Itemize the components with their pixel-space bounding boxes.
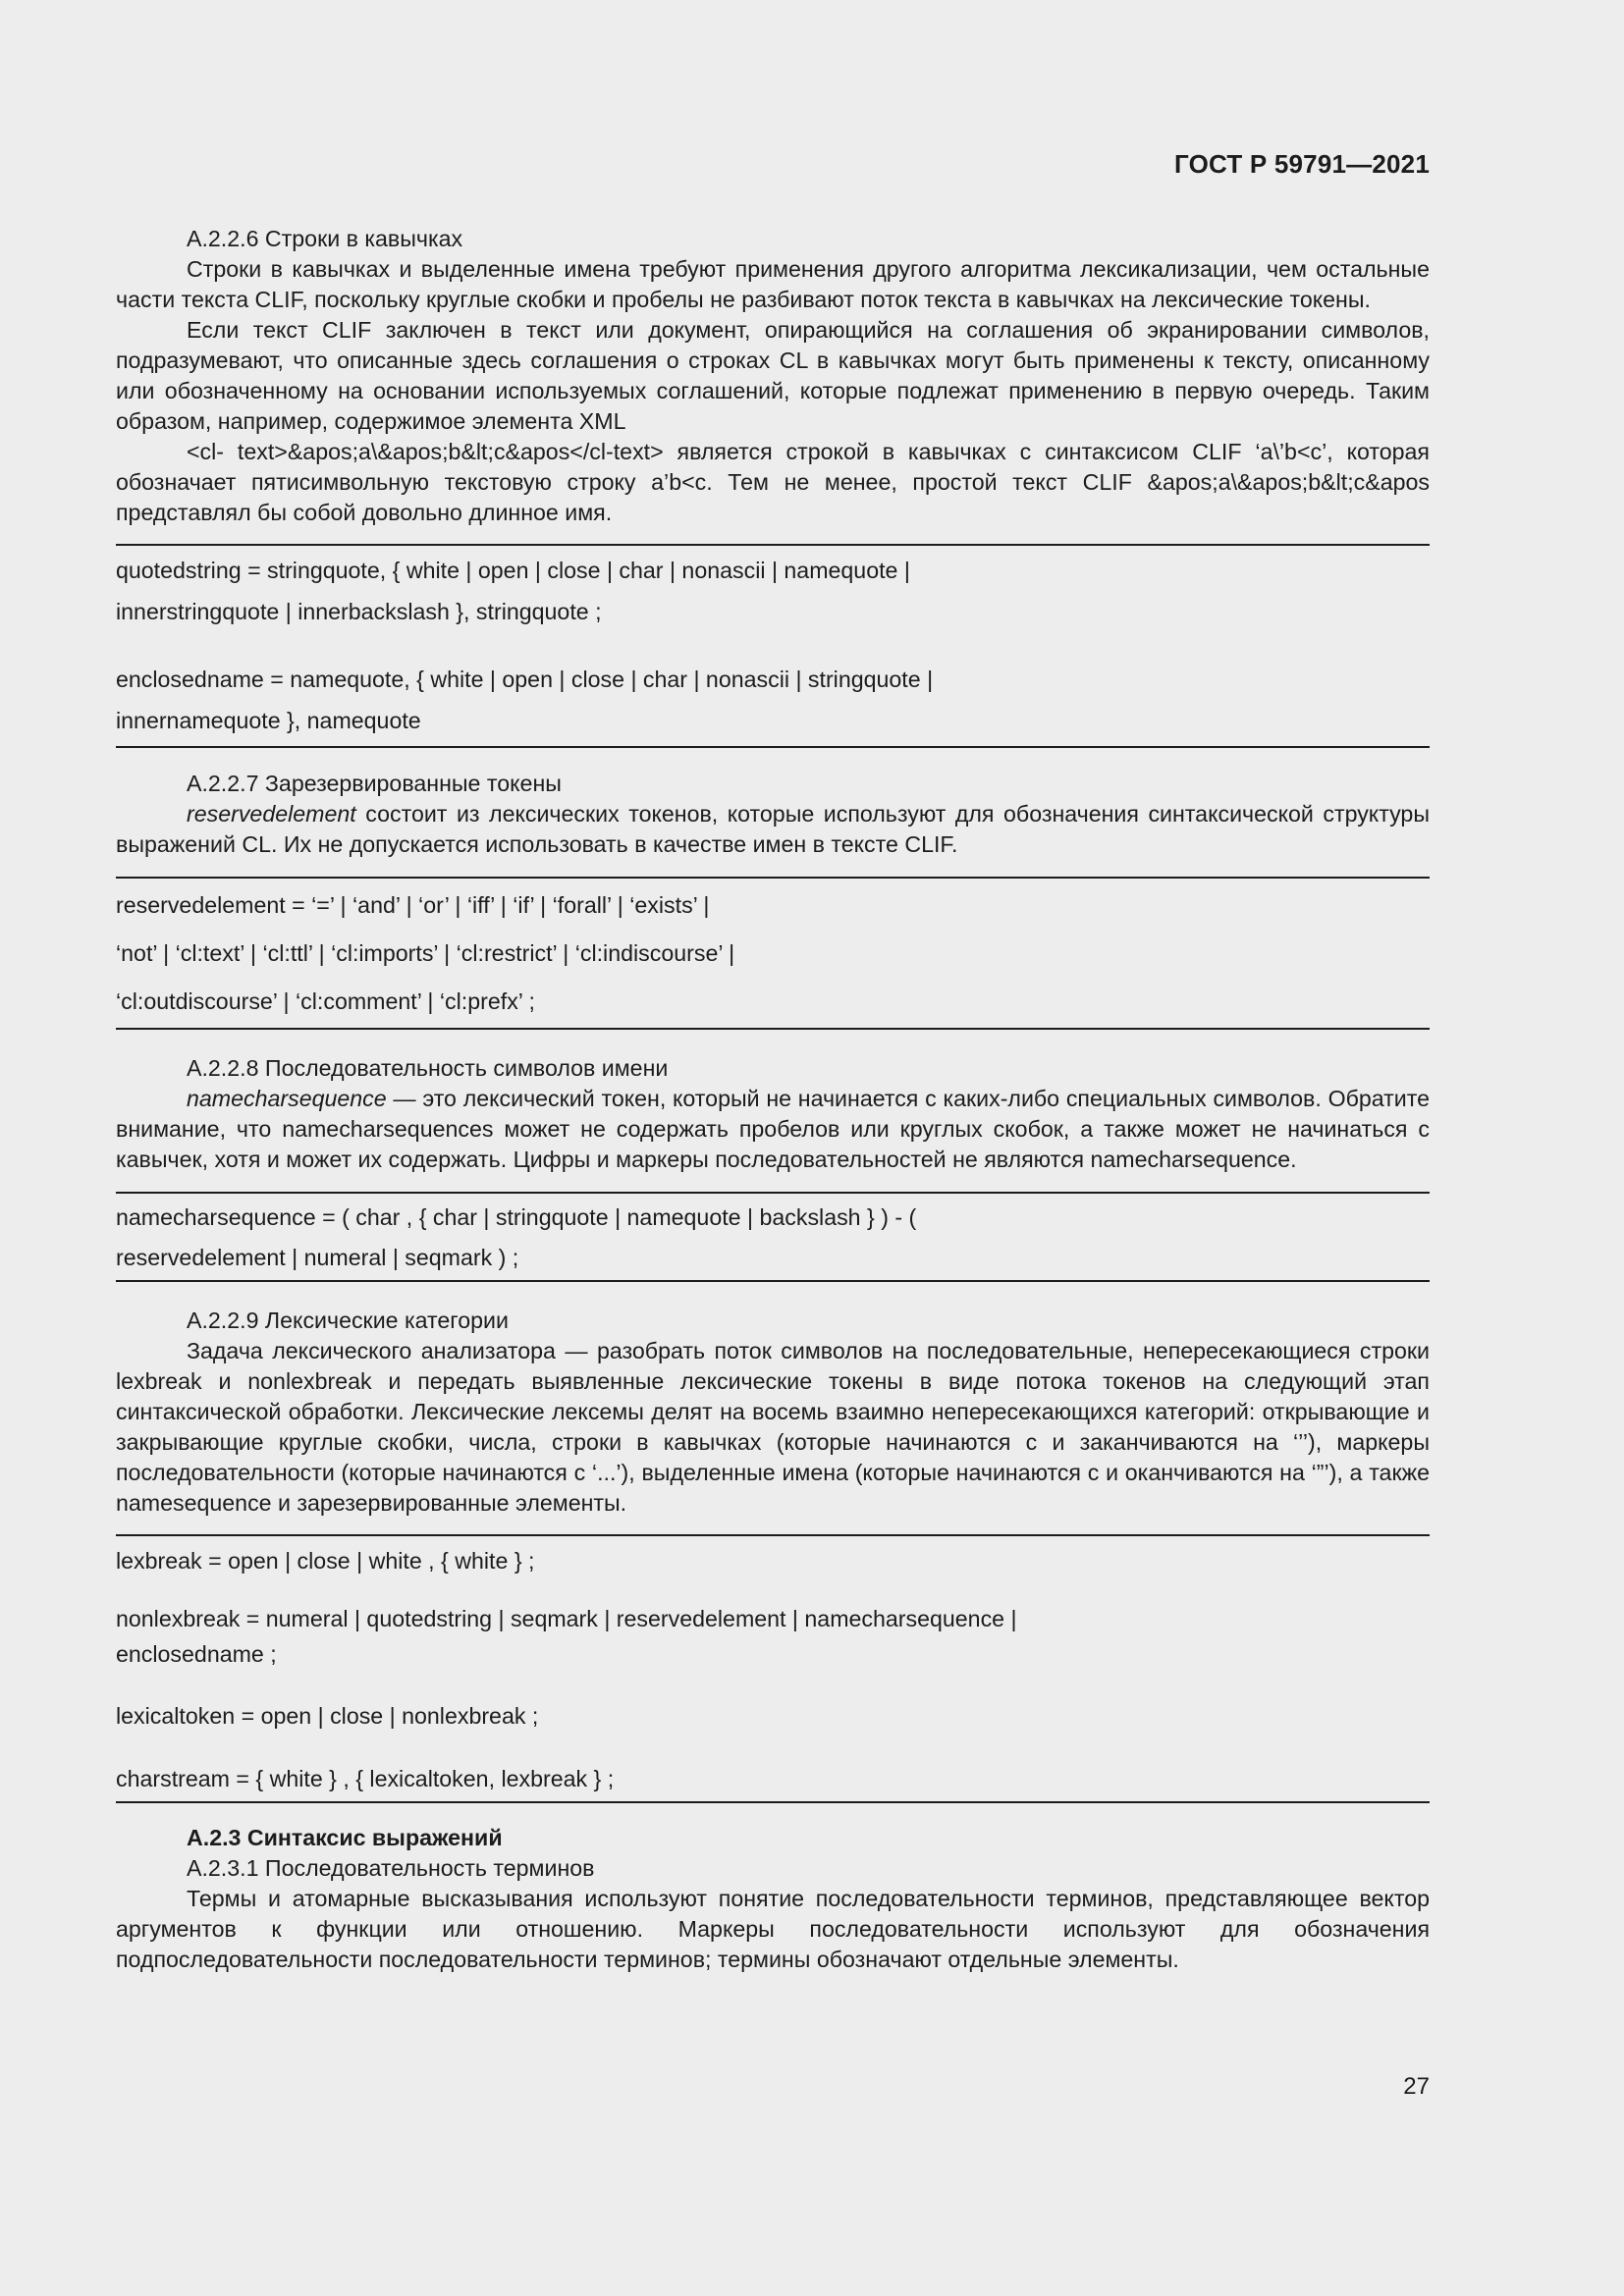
grammar-line: reservedelement = ‘=’ | ‘and’ | ‘or’ | ‘iff’ | ‘if’ | ‘forall’ | ‘exists’ |: [116, 892, 710, 918]
term-namecharsequence: namecharsequence: [187, 1086, 387, 1111]
page-content: [116, 224, 1430, 1975]
grammar-line: lexbreak = open | close | white , { white } ;: [116, 1548, 535, 1574]
grammar-line: ‘not’ | ‘cl:text’ | ‘cl:ttl’ | ‘cl:imports’ | ‘cl:restrict’ | ‘cl:indiscourse’ |: [116, 940, 735, 966]
grammar-line: charstream = { white } , { lexicaltoken, lexbreak } ;: [116, 1766, 615, 1791]
paragraph: [116, 1084, 1430, 1175]
paragraph-text: состоит из лексических токенов, которые используют для обозначения синтаксической структуры выражений CL. Их не допускается использовать в качестве имен в тексте CLIF.: [116, 801, 1430, 857]
paragraph: Строки в кавычках и выделенные имена требуют применения другого алгоритма лексикализации, чем остальные части текста CLIF, поскольку круглые скобки и пробелы не разбивают поток текста в кавычках на лексические токены.: [116, 256, 1430, 312]
section-heading-a231: А.2.3.1 Последовательность терминов: [187, 1855, 595, 1881]
page-number: 27: [1403, 2073, 1430, 2100]
paragraph: Задача лексического анализатора — разобрать поток символов на последовательные, непересекающиеся строки lexbreak и nonlexbreak и передать выявленные лексические токены в виде потока токенов на следующий этап синтаксической обработки. Лексические лексемы делят на восемь взаимно непересекающихся категорий: открывающие и закрывающие круглые скобки, числа, строки в кавычках (которые начинаются с и заканчиваются на ‘’’), маркеры последовательности (которые начинаются с ‘...’), выделенные имена (которые начинаются с и оканчиваются на ‘”’), а также namesequence и зарезервированные элементы.: [116, 1338, 1430, 1516]
standard-title: ГОСТ Р 59791—2021: [1174, 149, 1430, 179]
section-heading-a227: А.2.2.7 Зарезервированные токены: [187, 771, 562, 796]
grammar-box-quotedstring: [116, 544, 1430, 748]
paragraph: [116, 799, 1430, 860]
grammar-line: namecharsequence = ( char , { char | stringquote | namequote | backslash } ) - (: [116, 1204, 917, 1230]
grammar-line: nonlexbreak = numeral | quotedstring | seqmark | reservedelement | namecharsequence |: [116, 1606, 1017, 1631]
grammar-line: innerstringquote | innerbackslash }, stringquote ;: [116, 599, 602, 624]
section-heading-a228: А.2.2.8 Последовательность символов имени: [187, 1055, 669, 1081]
grammar-box-reservedelement: [116, 877, 1430, 1030]
grammar-line: lexicaltoken = open | close | nonlexbreak ;: [116, 1703, 539, 1729]
grammar-line: quotedstring = stringquote, { white | open | close | char | nonascii | namequote |: [116, 558, 910, 583]
grammar-box-lexical: [116, 1534, 1430, 1803]
term-reservedelement: reservedelement: [187, 801, 356, 827]
grammar-line: innernamequote }, namequote: [116, 708, 421, 733]
paragraph: Если текст CLIF заключен в текст или документ, опирающийся на соглашения об экранировании символов, подразумевают, что описанные здесь соглашения о строках CL в кавычках могут быть применены к тексту, описанному или обозначенному на основании используемых соглашений, которые подлежат применению в первую очередь. Таким образом, например, содержимое элемента XML: [116, 317, 1430, 434]
section-heading-a229: А.2.2.9 Лексические категории: [187, 1308, 509, 1333]
paragraph: Термы и атомарные высказывания используют понятие последовательности терминов, представляющее вектор аргументов к функции или отношению. Маркеры последовательности используют для обозначения подпоследовательности последовательности терминов; термины обозначают отдельные элементы.: [116, 1886, 1430, 1972]
section-heading-a226: А.2.2.6 Строки в кавычках: [187, 226, 463, 251]
paragraph: <cl- text>&apos;a\&apos;b&lt;c&apos</cl-text> является строкой в кавычках с синтаксисом CLIF ‘a\’b<c’, которая обозначает пятисимвольную текстовую строку a’b<c. Тем не менее, простой текст CLIF &apos;a\&apos;b&lt;c&apos представлял бы собой довольно длинное имя.: [116, 439, 1430, 525]
grammar-line: reservedelement | numeral | seqmark ) ;: [116, 1245, 519, 1270]
paragraph-text: — это лексический токен, который не начинается с каких-либо специальных символов. Обратите внимание, что namecharsequences может не содержать пробелов или круглых скобок, а также может не начинаться с кавычек, хотя и может их содержать. Цифры и маркеры последовательностей не являются namecharsequence.: [116, 1086, 1430, 1172]
grammar-line: ‘cl:outdiscourse’ | ‘cl:comment’ | ‘cl:prefx’ ;: [116, 988, 535, 1014]
section-heading-a23: А.2.3 Синтаксис выражений: [187, 1825, 503, 1850]
grammar-box-namecharsequence: [116, 1192, 1430, 1282]
grammar-line: enclosedname ;: [116, 1641, 277, 1667]
grammar-line: enclosedname = namequote, { white | open | close | char | nonascii | stringquote |: [116, 667, 934, 692]
